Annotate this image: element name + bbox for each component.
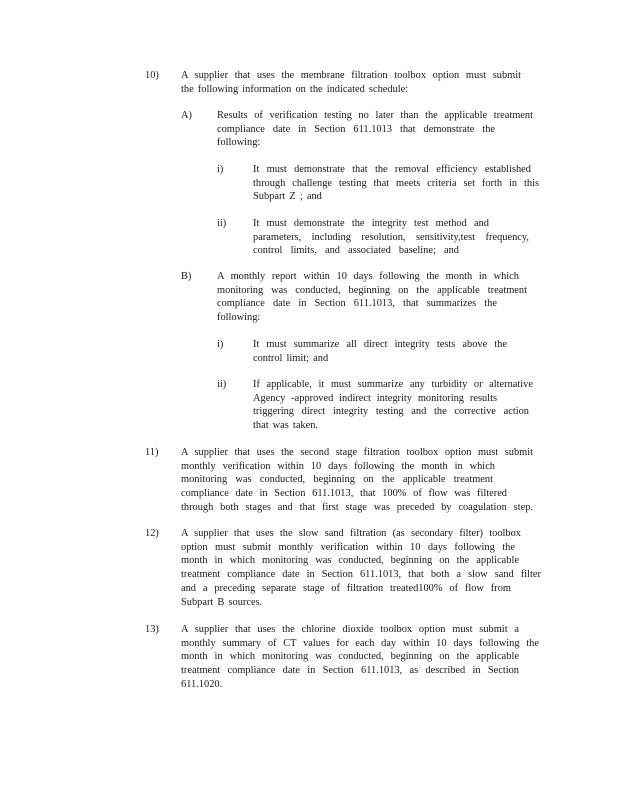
text-line: A monthly report within 10 days following the month in which xyxy=(217,271,519,282)
text-line: compliance date in Section 611.1013, that summarizes the xyxy=(217,298,497,310)
item-text xyxy=(181,623,539,692)
item-text xyxy=(253,378,533,433)
item-text xyxy=(217,270,527,325)
item-letter: A) xyxy=(181,110,192,121)
text-line: following: xyxy=(217,312,261,324)
text-line: month in which monitoring was conducted, beginning on the applicable xyxy=(181,555,519,567)
item-roman: ii) xyxy=(217,218,227,229)
item-number: 12) xyxy=(145,528,159,539)
text-line: A supplier that uses the second stage filtration toolbox option must submit xyxy=(181,447,533,458)
text-line: It must demonstrate that the removal efficiency established xyxy=(253,164,531,175)
item-text xyxy=(253,217,529,258)
text-line: A supplier that uses the membrane filtration toolbox option must submit xyxy=(181,70,521,81)
text-line: monitoring was conducted, beginning on the applicable treatment xyxy=(217,284,527,296)
item-number: 11) xyxy=(145,447,159,458)
text-line: the following information on the indicated schedule: xyxy=(181,83,409,95)
text-line: parameters, including resolution, sensitivity,test frequency, xyxy=(253,231,529,243)
text-line: It must summarize all direct integrity tests above the xyxy=(253,339,507,350)
text-line: If applicable, it must summarize any turbidity or alternative xyxy=(253,379,533,390)
item-number: 10) xyxy=(145,70,159,81)
text-line: triggering direct integrity testing and the corrective action xyxy=(253,406,529,418)
item-text xyxy=(181,69,521,96)
item-roman: i) xyxy=(217,339,224,350)
text-line: following: xyxy=(217,137,261,149)
text-line: control limit; and xyxy=(253,352,329,364)
item-letter: B) xyxy=(181,271,192,282)
text-line: month in which monitoring was conducted, beginning on the applicable xyxy=(181,651,519,663)
text-line: Subpart B sources. xyxy=(181,596,263,608)
item-text xyxy=(217,109,533,150)
text-line: compliance date in Section 611.1013, that 100% of flow was filtered xyxy=(181,488,507,500)
text-line: Subpart Z ; and xyxy=(253,191,322,203)
text-line: compliance date in Section 611.1013 that demonstrate the xyxy=(217,123,495,135)
text-line: through challenge testing that meets criteria set forth in this xyxy=(253,177,539,189)
text-line: control limits, and associated baseline; and xyxy=(253,245,459,257)
item-text xyxy=(253,338,507,365)
item-text xyxy=(181,527,541,609)
item-number: 13) xyxy=(145,624,159,635)
text-line: Agency -approved indirect integrity monitoring results xyxy=(253,392,497,404)
text-line: monthly verification within 10 days following the month in which xyxy=(181,460,495,472)
item-roman: i) xyxy=(217,164,224,175)
text-line: through both stages and that first stage was preceded by coagulation step. xyxy=(181,501,533,513)
item-text xyxy=(181,446,533,515)
text-line: A supplier that uses the slow sand filtration (as secondary filter) toolbox xyxy=(181,528,521,539)
text-line: A supplier that uses the chlorine dioxide toolbox option must submit a xyxy=(181,624,519,635)
text-line: and a preceding separate stage of filtration treated100% of flow from xyxy=(181,582,511,594)
text-line: Results of verification testing no later than the applicable treatment xyxy=(217,110,533,121)
text-line: treatment compliance date in Section 611.1013, that both a slow sand filter xyxy=(181,569,541,581)
item-roman: ii) xyxy=(217,379,227,390)
item-text xyxy=(253,163,539,204)
text-line: monthly summary of CT values for each day within 10 days following the xyxy=(181,637,539,649)
text-line: 611.1020. xyxy=(181,678,223,690)
text-line: monitoring was conducted, beginning on the applicable treatment xyxy=(181,474,493,486)
text-line: It must demonstrate the integrity test method and xyxy=(253,218,489,229)
text-line: treatment compliance date in Section 611.1013, as described in Section xyxy=(181,665,519,677)
text-line: option must submit monthly verification within 10 days following the xyxy=(181,541,515,553)
text-line: that was taken. xyxy=(253,420,319,432)
